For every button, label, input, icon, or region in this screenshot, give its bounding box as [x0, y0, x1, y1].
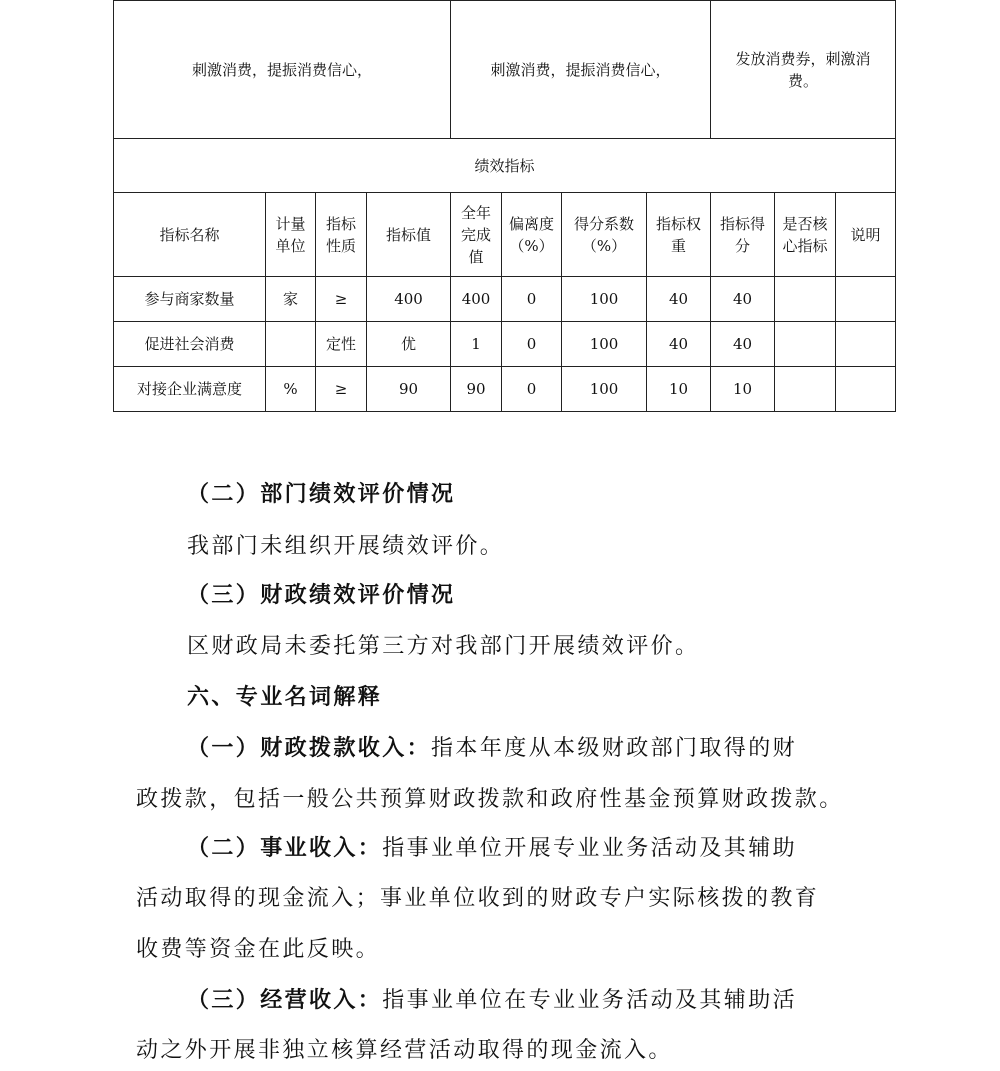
table-row [114, 322, 896, 367]
cell-deviation: 0 [502, 322, 562, 367]
paragraph-finance-evaluation: 区财政局未委托第三方对我部门开展绩效评价。 [187, 634, 700, 659]
cell-weight: 10 [647, 367, 711, 412]
cell-core [775, 367, 836, 412]
cell-deviation: 0 [502, 277, 562, 322]
cell-name: 对接企业满意度 [114, 367, 266, 412]
header-note: 说明 [836, 193, 896, 277]
cell-actual: 90 [451, 367, 502, 412]
cell-name: 参与商家数量 [114, 277, 266, 322]
glossary-item-business-3: 收费等资金在此反映。 [136, 937, 381, 962]
header-name: 指标名称 [114, 193, 266, 277]
table-row [114, 367, 896, 412]
cell-weight: 40 [647, 277, 711, 322]
cell-value: 400 [367, 277, 451, 322]
goal-cell-3: 发放消费券，刺激消 费。 [711, 1, 896, 139]
header-coef: 得分系数 （%） [562, 193, 647, 277]
cell-coef: 100 [562, 367, 647, 412]
glossary-item-fiscal-2: 政拨款，包括一般公共预算财政拨款和政府性基金预算财政拨款。 [136, 787, 844, 812]
glossary-item-operating-1: （三）经营收入：指事业单位在专业业务活动及其辅助活 [187, 987, 798, 1013]
cell-nature: ≥ [316, 367, 367, 412]
cell-deviation: 0 [502, 367, 562, 412]
goal-cell-1: 刺激消费，提振消费信心， [114, 1, 451, 139]
heading-finance-evaluation: （三）财政绩效评价情况 [187, 582, 456, 608]
term-fiscal: （一）财政拨款收入： [187, 735, 432, 761]
goal-row [114, 1, 896, 139]
cell-unit: 家 [266, 277, 316, 322]
header-nature: 指标 性质 [316, 193, 367, 277]
glossary-item-fiscal-1: （一）财政拨款收入：指本年度从本级财政部门取得的财 [187, 735, 798, 761]
cell-nature: ≥ [316, 277, 367, 322]
heading-glossary: 六、专业名词解释 [187, 684, 383, 710]
header-actual: 全年 完成 值 [451, 193, 502, 277]
cell-unit: % [266, 367, 316, 412]
cell-actual: 1 [451, 322, 502, 367]
goal-cell-2: 刺激消费，提振消费信心， [451, 1, 711, 139]
cell-value: 优 [367, 322, 451, 367]
paragraph-dept-evaluation: 我部门未组织开展绩效评价。 [187, 534, 505, 559]
cell-nature: 定性 [316, 322, 367, 367]
performance-table [113, 0, 896, 412]
cell-note [836, 322, 896, 367]
cell-actual: 400 [451, 277, 502, 322]
heading-dept-evaluation: （二）部门绩效评价情况 [187, 481, 456, 507]
table-row [114, 277, 896, 322]
cell-unit [266, 322, 316, 367]
header-row [114, 193, 896, 277]
cell-core [775, 322, 836, 367]
header-core: 是否核 心指标 [775, 193, 836, 277]
header-value: 指标值 [367, 193, 451, 277]
section-label: 绩效指标 [114, 139, 896, 193]
term-business: （二）事业收入： [187, 835, 383, 861]
cell-value: 90 [367, 367, 451, 412]
glossary-item-business-1: （二）事业收入：指事业单位开展专业业务活动及其辅助 [187, 835, 798, 861]
cell-name: 促进社会消费 [114, 322, 266, 367]
glossary-item-operating-2: 动之外开展非独立核算经营活动取得的现金流入。 [136, 1038, 673, 1063]
cell-weight: 40 [647, 322, 711, 367]
cell-coef: 100 [562, 322, 647, 367]
cell-score: 10 [711, 367, 775, 412]
cell-core [775, 277, 836, 322]
header-deviation: 偏离度 （%） [502, 193, 562, 277]
cell-score: 40 [711, 322, 775, 367]
header-weight: 指标权 重 [647, 193, 711, 277]
term-operating: （三）经营收入： [187, 987, 383, 1013]
glossary-item-business-2: 活动取得的现金流入；事业单位收到的财政专户实际核拨的教育 [136, 886, 820, 911]
cell-coef: 100 [562, 277, 647, 322]
cell-note [836, 367, 896, 412]
header-score: 指标得 分 [711, 193, 775, 277]
cell-note [836, 277, 896, 322]
header-unit: 计量 单位 [266, 193, 316, 277]
cell-score: 40 [711, 277, 775, 322]
